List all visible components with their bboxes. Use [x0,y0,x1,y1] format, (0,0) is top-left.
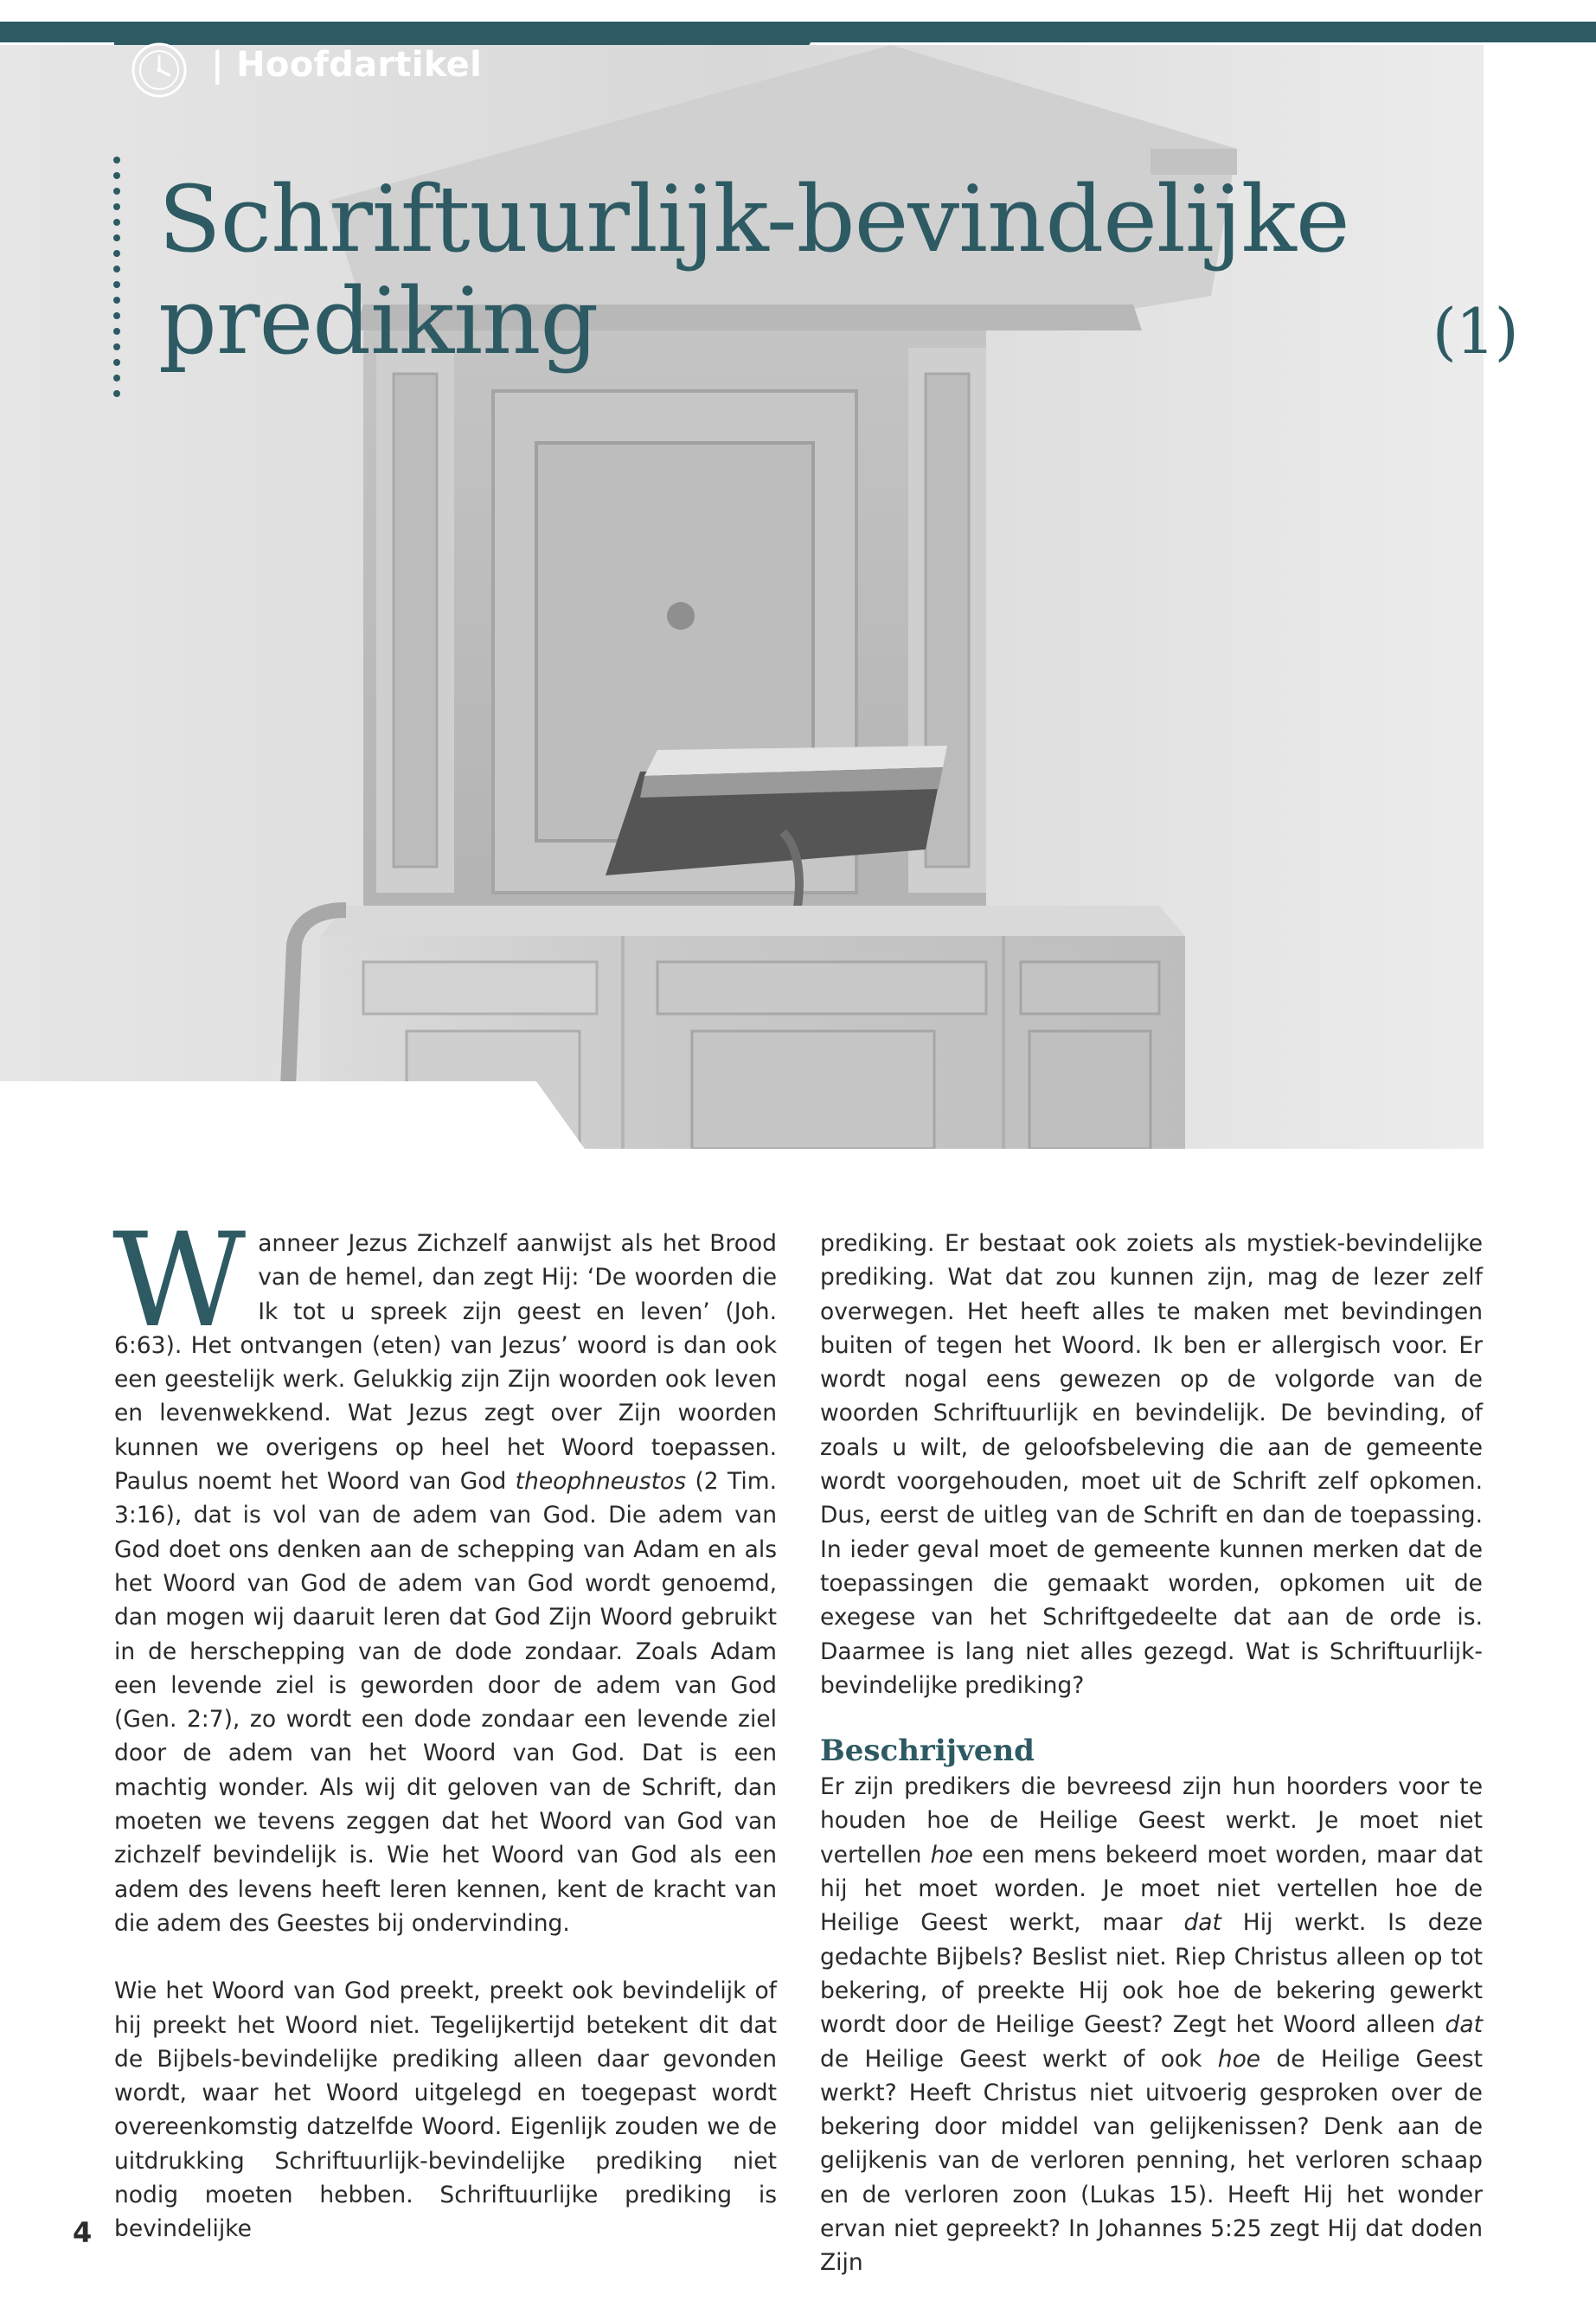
paragraph-1-text-a: anneer Jezus Zichzelf aanwijst als het Brood van de hemel, dan zegt Hij: ‘De woorden die Ik tot u spreek zijn geest en leven’ (Joh. 6:63). Het ontvangen (eten) van Jezus’ woord is dan ook een geestelijk werk. Gelukkig zijn Zijn woorden ook leven en levenwekkend. Wat Jezus zegt over Zijn woorden kunnen we overigens op heel het Woord toepassen. Paulus noemt het Woord van God [114,1230,777,1496]
p4-text-c: Hij werkt. Is deze gedachte Bijbels? Beslist niet. Riep Christus alleen op tot bekering, of preekte Hij ook hoe de bekering gewerkt wordt door de Heilige Geest? Zegt het Woord alleen [820,1909,1483,2039]
p4-italic-1: hoe [930,1841,973,1868]
article-title-part: (1) [1432,295,1518,368]
p4-italic-4: hoe [1217,2045,1261,2073]
p4-text-d: de Heilige Geest werkt of ook [820,2045,1218,2073]
p4-italic-3: dat [1445,2011,1483,2039]
paragraph-3: prediking. Er bestaat ook zoiets als mystiek-bevindelijke prediking. Wat dat zou kunnen zijn, mag de lezer zelf overwegen. Het heeft alles te maken met bevindingen buiten of tegen het Woord. Ik ben er allergisch voor. Er wordt nogal eens gewezen op de volgorde van de woorden Schriftuurlijk en bevindelijk. De bevinding, of zoals u wilt, de geloofsbeleving die aan de gemeente wordt voorgehouden, moet uit de Schrift zelf opkomen. Dus, eerst de uitleg van de Schrift en dan de toepassing. In ieder geval moet de gemeente kunnen merken dat de toepassingen die gemaakt worden, opkomen uit de exegese van het Schriftgedeelte dat aan de orde is. Daarmee is lang niet alles gezegd. Wat is Schriftuurlijk-bevindelijke prediking? [820,1230,1483,1699]
paragraph-1 [112,1206,777,1940]
article-title [158,166,1518,382]
paragraph-1-italic: theophneustos [515,1468,687,1496]
subheading: Beschrijvend [820,1734,1035,1769]
paragraph-2: Wie het Woord van God preekt, preekt ook bevindelijk of hij preekt het Woord niet. Tegelijkertijd betekent dit dat de Bijbels-bevindelijke prediking alleen daar gevonden wordt, waar het Woord uitgelegd en toegepast wordt overeenkomstig datzelfde Woord. Eigenlijk zouden we de uitdrukking Schriftuurlijk-bevindelijke prediking niet nodig moeten hebben. Schriftuurlijke prediking is bevindelijke [114,1977,777,2243]
title-dotted-rule [112,156,121,402]
p4-text-b: een mens bekeerd moet worden, maar dat hij het moet worden. Je moet niet vertellen hoe de Heilige Geest werkt, maar [820,1841,1483,1937]
paragraph-4 [820,1770,1483,2279]
article-title-main: Schriftuurlijk-bevindelijke prediking [158,166,1349,375]
clock-icon [130,41,189,99]
p4-text-e: de Heilige Geest werkt? Heeft Christus niet uitvoerig gesproken over de bekering door middel van gelijkenissen? Denk aan de gelijkenis van de verloren penning, het verloren schaap en de verloren zoon (Lukas 15). Heeft Hij het wonder ervan niet gepreekt? In Johannes 5:25 zegt Hij dat doden Zijn [820,2045,1483,2277]
p4-text-a: Er zijn predikers die bevreesd zijn hun hoorders voor te houden hoe de Heilige Geest werkt. Je moet niet vertellen [820,1773,1483,1868]
article-column-right [820,1227,1483,2280]
drop-cap: W [112,1206,247,1356]
article-column-left [112,1206,777,2247]
section-label: | Hoofdartikel [211,45,483,85]
page-number: 4 [73,2216,93,2249]
paragraph-1-text-b: (2 Tim. 3:16), dat is vol van de adem van God. Die adem van God doet ons denken aan de schepping van Adam en als het Woord van God de adem van God wordt genoemd, dan mogen wij daaruit leren dat God Zijn Woord gebruikt in de herschepping van de dode zondaar. Zoals Adam een levende ziel is geworden door de adem van God (Gen. 2:7), zo wordt een dode zondaar een levende ziel door de adem van het Woord van God. Dat is een machtig wonder. Als wij dit geloven van de Schrift, dan moeten we tevens zeggen dat het Woord van God van zichzelf bevindelijk is. Wie het Woord van God als een adem des levens heeft leren kennen, kent de kracht van die adem des Geestes bij ondervinding. [114,1468,777,1937]
p4-italic-2: dat [1183,1909,1221,1937]
